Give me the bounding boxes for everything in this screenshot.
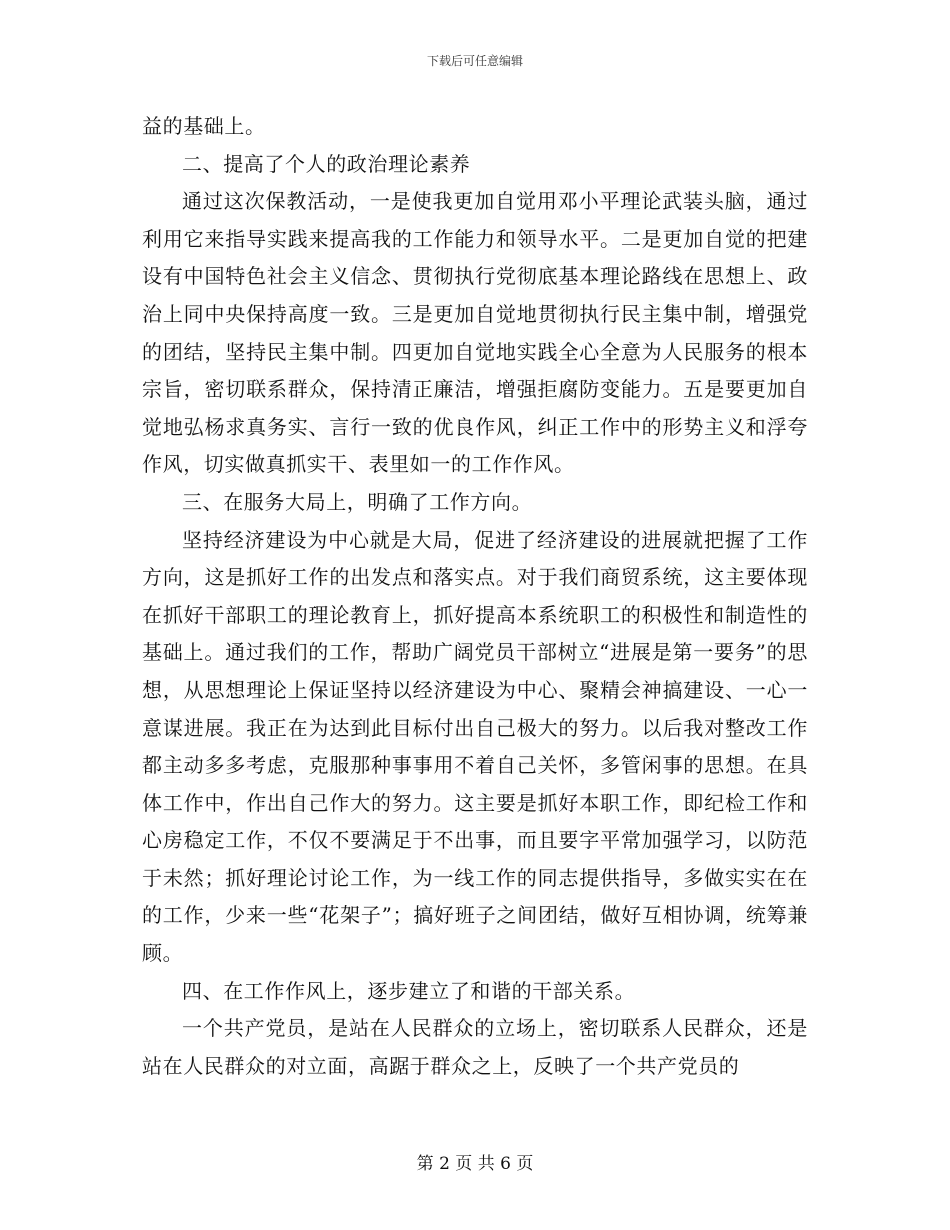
section-heading-3: 三、在服务大局上，明确了工作方向。 xyxy=(182,489,533,514)
page-number: 第 2 页 共 6 页 xyxy=(416,1154,534,1174)
paragraph: 坚持经济建设为中心就是大局，促进了经济建设的进展就把握了工作方向，这是抓好工作的出发点和落实点。对于我们商贸系统，这主要体现在抓好干部职工的理论教育上，抓好提高本系统职工的积极性和制造性的基础上。通过我们的工作，帮助广阔党员干部树立“进展是第一要务”的思想，从思想理论上保证坚持以经济建设为中心、聚精会神搞建设、一心一意谋进展。我正在为达到此目标付出自己极大的努力。以后我对整改工作都主动多多考虑，克服那种事事用不着自己关怀，多管闲事的思想。在具体工作中，作出自己作大的努力。这主要是抓好本职工作，即纪检工作和心房稳定工作，不仅不要满足于不出事，而且要字平常加强学习，以防范于未然；抓好理论讨论工作，为一线工作的同志提供指导，多做实实在在的工作，少来一些“花架子”；搞好班子之间团结，做好互相协调，统筹兼顾。 xyxy=(142,527,808,966)
page-header: 下载后可任意编辑 xyxy=(426,54,523,68)
paragraph: 一个共产党员，是站在人民群众的立场上，密切联系人民群众，还是站在人民群众的对立面，高踞于群众之上，反映了一个共产党员的 xyxy=(142,1016,808,1078)
section-heading-2: 二、提高了个人的政治理论素养 xyxy=(182,151,471,176)
paragraph: 通过这次保教活动，一是使我更加自觉用邓小平理论武装头脑，通过利用它来指导实践来提高我的工作能力和领导水平。二是更加自觉的把建设有中国特色社会主义信念、贯彻执行党彻底基本理论路线在思想上、政治上同中央保持高度一致。三是更加自觉地贯彻执行民主集中制，增强党的团结，坚持民主集中制。四更加自觉地实践全心全意为人民服务的根本宗旨，密切联系群众，保持清正廉洁，增强拒腐防变能力。五是要更加自觉地弘杨求真务实、言行一致的优良作风，纠正工作中的形势主义和浮夸作风，切实做真抓实干、表里如一的工作作风。 xyxy=(142,189,808,477)
section-heading-4: 四、在工作作风上，逐步建立了和谐的干部关系。 xyxy=(182,978,636,1003)
paragraph-continuation: 益的基础上。 xyxy=(142,114,266,138)
document-body xyxy=(142,108,808,1085)
